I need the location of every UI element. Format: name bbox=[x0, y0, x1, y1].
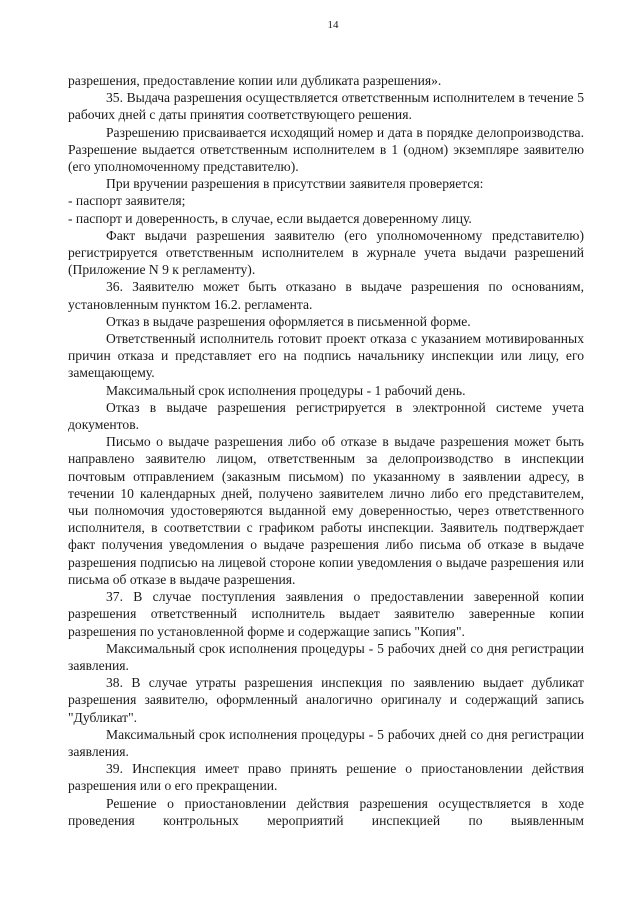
document-body bbox=[68, 72, 584, 829]
paragraph: Ответственный исполнитель готовит проект отказа с указанием мотивированных причин отказа и представляет его на подпись начальнику инспекции или лицу, его замещающему. bbox=[68, 331, 584, 381]
paragraph: Отказ в выдаче разрешения регистрируется в электронной системе учета документов. bbox=[68, 399, 584, 433]
paragraph: 35. Выдача разрешения осуществляется ответственным исполнителем в течение 5 рабочих дней с даты принятия соответствующего решения. bbox=[68, 90, 584, 123]
paragraph: - паспорт заявителя; bbox=[68, 193, 186, 209]
paragraph: При вручении разрешения в присутствии заявителя проверяется: bbox=[106, 176, 484, 192]
paragraph: Письмо о выдаче разрешения либо об отказе в выдаче разрешения может быть направлено заявителю лицом, ответственным за делопроизводство в инспекции почтовым отправлением (заказным письмом) по указанному в заявлении адресу, в течении 10 календарных дней, получено заявителем лично либо его представителем, чьи полномочия удостоверяются выданной ему доверенностью, через ответственного исполнителя, в соответствии с графиком работы инспекции. Заявитель подтверждает факт получения уведомления о выдаче разрешения либо письма об отказе в выдаче разрешения подписью на лицевой стороне копии уведомления о выдаче разрешения или письма об отказе в выдаче разрешения. bbox=[68, 434, 584, 587]
paragraph: 39. Инспекция имеет право принять решение о приостановлении действия разрешения или о его прекращении. bbox=[68, 761, 584, 794]
paragraph: Максимальный срок исполнения процедуры - 1 рабочий день. bbox=[106, 382, 466, 398]
paragraph: Максимальный срок исполнения процедуры - 5 рабочих дней со дня регистрации заявления. bbox=[68, 640, 584, 673]
paragraph: Максимальный срок исполнения процедуры - 5 рабочих дней со дня регистрации заявления. bbox=[68, 726, 584, 759]
paragraph: - паспорт и доверенность, в случае, если выдается доверенному лицу. bbox=[68, 210, 472, 226]
paragraph: Факт выдачи разрешения заявителю (его уполномоченному представителю) регистрируется ответственным исполнителем в журнале учета выдачи разрешений (Приложение N 9 к регламенту). bbox=[68, 227, 584, 278]
paragraph: Отказ в выдаче разрешения оформляется в письменной форме. bbox=[106, 313, 471, 329]
paragraph: 36. Заявителю может быть отказано в выдаче разрешения по основаниям, установленным пунктом 16.2. регламента. bbox=[68, 279, 584, 312]
paragraph: 38. В случае утраты разрешения инспекция по заявлению выдает дубликат разрешения заявителю, оформленный аналогично оригиналу и содержащий запись "Дубликат". bbox=[68, 675, 584, 725]
paragraph: Разрешению присваивается исходящий номер и дата в порядке делопроизводства. Разрешение выдается ответственным исполнителем в 1 (одном) экземпляре заявителю (его уполномоченному представителю). bbox=[68, 124, 584, 175]
paragraph: 37. В случае поступления заявления о предоставлении заверенной копии разрешения ответственный исполнитель выдает заявителю заверенные копии разрешения по установленной форме и содержащие запись "Копия". bbox=[68, 589, 584, 639]
page-number: 14 bbox=[327, 19, 339, 31]
paragraph: Решение о приостановлении действия разрешения осуществляется в ходе проведения контрольных мероприятий инспекцией по выявленным bbox=[68, 795, 584, 828]
paragraph: разрешения, предоставление копии или дубликата разрешения». bbox=[68, 73, 442, 88]
